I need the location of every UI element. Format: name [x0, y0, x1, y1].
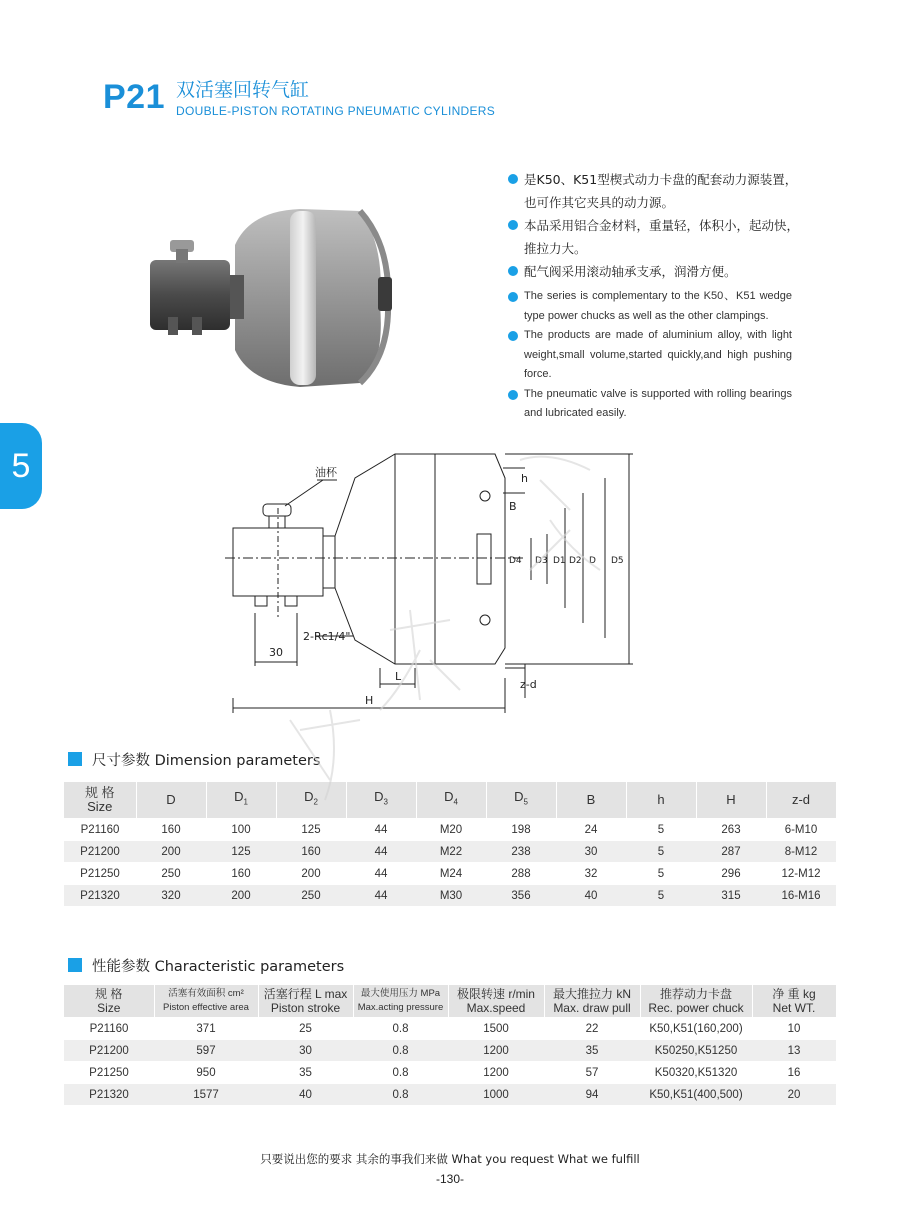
- label-dim-L: L: [395, 670, 402, 683]
- label-dim-D2: D2: [569, 556, 582, 566]
- label-dim-D: D: [589, 556, 596, 566]
- label-dim-D5: D5: [611, 556, 624, 566]
- header-chuck: 推荐动力卡盘 Rec. power chuck: [640, 985, 752, 1018]
- table-row: P21200 597 30 0.8 1200 35 K50250,K51250 13: [64, 1040, 836, 1062]
- performance-table: [64, 985, 837, 1105]
- product-code: P21: [103, 78, 165, 116]
- dimension-table: [64, 782, 837, 906]
- title-english: DOUBLE-PISTON ROTATING PNEUMATIC CYLINDERS: [176, 104, 496, 118]
- header-D4: $D_4$: [416, 782, 486, 819]
- header-D2: $D_2$: [276, 782, 346, 819]
- header-size: 规 格 Size: [64, 985, 154, 1018]
- section-marker-icon: [68, 958, 82, 972]
- header-zd: z-d: [766, 782, 836, 819]
- header-H: H: [696, 782, 766, 819]
- feature-cn-item: 配气阀采用滚动轴承支承，润滑方便。: [508, 260, 808, 283]
- chapter-tab[interactable]: 5: [0, 423, 42, 509]
- header-speed: 极限转速 r/min Max.speed: [448, 985, 544, 1018]
- feature-list: [508, 168, 808, 424]
- header-h: h: [626, 782, 696, 819]
- page-number: -130-: [435, 1172, 464, 1186]
- label-dim-zd: z-d: [520, 678, 537, 691]
- table-row: P21160 160 100 125 44 M20 198 24 5 263 6-M10: [64, 819, 836, 841]
- performance-section-title: 性能参数 Characteristic parameters: [68, 955, 344, 976]
- bullet-icon: [508, 390, 518, 400]
- label-dim-D1: D1: [553, 556, 566, 566]
- dimension-section-title: 尺寸参数 Dimension parameters: [68, 749, 320, 770]
- product-photo: [140, 205, 410, 395]
- header-draw-pull: 最大推拉力 kN Max. draw pull: [544, 985, 640, 1018]
- label-dim-H: H: [365, 694, 374, 707]
- bullet-icon: [508, 331, 518, 341]
- table-header-row: [64, 782, 836, 819]
- bullet-icon: [508, 266, 518, 276]
- label-dim-D3: D3: [535, 556, 548, 566]
- title-chinese: 双活塞回转气缸: [176, 79, 310, 101]
- label-dim-B: B: [509, 500, 517, 513]
- header-piston-area: 活塞有效面积 cm² Piston effective area: [154, 985, 258, 1018]
- header-D3: $D_3$: [346, 782, 416, 819]
- header-pressure: 最大使用压力 MPa Max.acting pressure: [353, 985, 448, 1018]
- bullet-icon: [508, 220, 518, 230]
- table-row: P21250 950 35 0.8 1200 57 K50320,K51320 16: [64, 1062, 836, 1084]
- header-D: D: [136, 782, 206, 819]
- feature-cn-item: 本品采用铝合金材料，重量轻，体积小，起动快，推拉力大。: [508, 214, 808, 260]
- footer-slogan: 只要说出您的要求 其余的事我们来做 What you request What we fulfill: [260, 1152, 640, 1166]
- bullet-icon: [508, 292, 518, 302]
- header-piston-stroke: 活塞行程 L max Piston stroke: [258, 985, 353, 1018]
- table-header-row: [64, 985, 836, 1018]
- table-row: P21200 200 125 160 44 M22 238 30 5 287 8-M12: [64, 841, 836, 863]
- header-B: B: [556, 782, 626, 819]
- feature-en-item: The series is complementary to the K50、K51 wedge type power chucks as well as the other clampings.: [508, 287, 792, 326]
- label-oil-cup: 油杯: [315, 466, 337, 479]
- label-port: 2-Rc1/4": [303, 630, 351, 643]
- table-row: P21320 1577 40 0.8 1000 94 K50,K51(400,500) 20: [64, 1084, 836, 1106]
- table-row: P21250 250 160 200 44 M24 288 32 5 296 12-M12: [64, 863, 836, 885]
- feature-en-item: The pneumatic valve is supported with rolling bearings and lubricated easily.: [508, 385, 792, 424]
- header-D1: $D_1$: [206, 782, 276, 819]
- label-dim-30: 30: [269, 646, 283, 659]
- header-D5: $D_5$: [486, 782, 556, 819]
- technical-drawing: [225, 438, 645, 728]
- header-size: 规 格 Size: [64, 782, 136, 819]
- table-row: P21160 371 25 0.8 1500 22 K50,K51(160,200) 10: [64, 1018, 836, 1040]
- label-dim-D4: D4: [509, 556, 522, 566]
- label-dim-h: h: [521, 472, 528, 485]
- bullet-icon: [508, 174, 518, 184]
- feature-en-item: The products are made of aluminium alloy, with light weight,small volume,started quickly,and high pushing force.: [508, 326, 792, 385]
- header-weight: 净 重 kg Net WT.: [752, 985, 836, 1018]
- section-marker-icon: [68, 752, 82, 766]
- feature-cn-item: 是K50、K51型楔式动力卡盘的配套动力源装置，也可作其它夹具的动力源。: [508, 168, 808, 214]
- table-row: P21320 320 200 250 44 M30 356 40 5 315 16-M16: [64, 885, 836, 907]
